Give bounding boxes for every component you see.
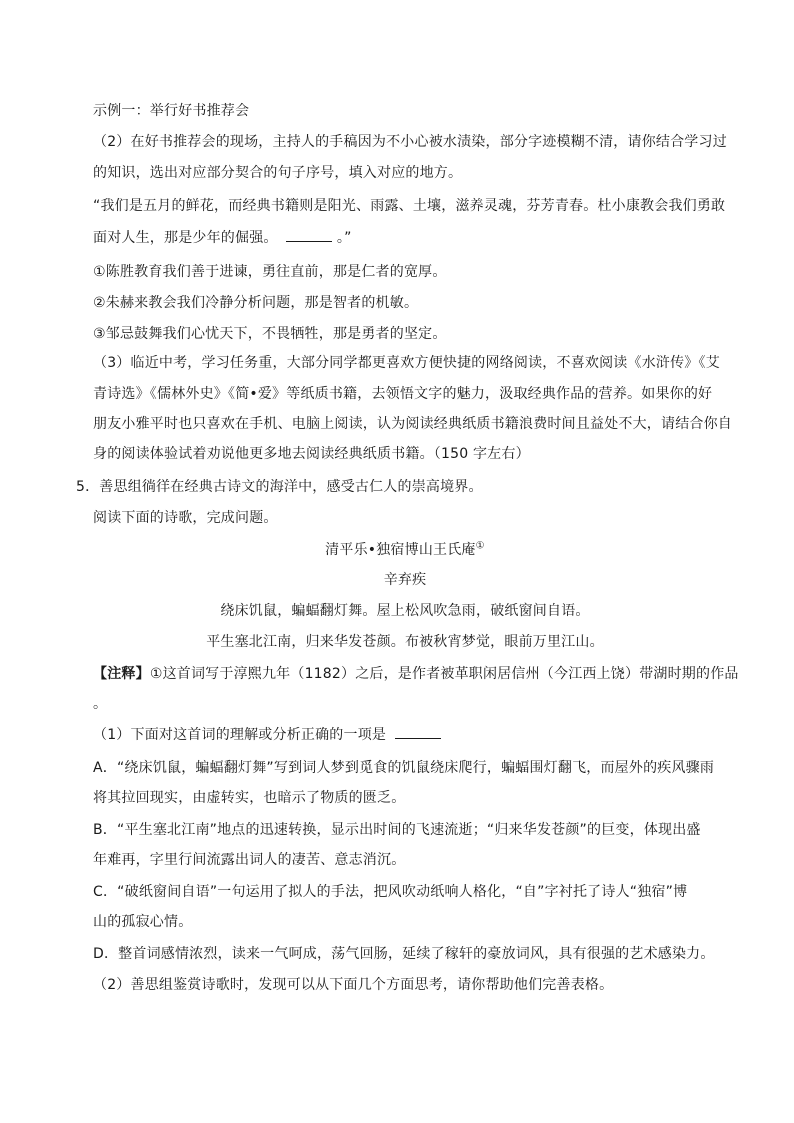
option-a-line-1: A．“绕床饥鼠，蝙蝠翻灯舞”写到词人梦到觅食的饥鼠绕床爬行，蝙蝠围灯翻飞，而屋外的疾风骤雨 xyxy=(93,760,715,776)
q3-line-4: 身的阅读体验试着劝说他更多地去阅读经典纸质书籍。（150 字左右） xyxy=(93,446,530,462)
q5-sub1 xyxy=(93,725,441,745)
q3-line-3: 朋友小雅平时也只喜欢在手机、电脑上阅读，认为阅读经典纸质书籍浪费时间且益处不大，请结合你自 xyxy=(93,416,732,432)
poem-line-1: 绕床饥鼠，蝙蝠翻灯舞。屋上松风吹急雨，破纸窗间自语。 xyxy=(220,603,590,619)
option-c-line-1: C．“破纸窗间自语”一句运用了拟人的手法，把风吹动纸响人格化，“自”字衬托了诗人“独宿”博 xyxy=(93,884,688,900)
q2-quote-text: 面对人生，那是少年的倔强。 xyxy=(93,230,278,246)
q2-line-2: 的知识，选出对应部分契合的句子序号，填入对应的地方。 xyxy=(93,165,463,181)
option-a-line-2: 将其拉回现实，由虚转实，也暗示了物质的匮乏。 xyxy=(93,790,406,806)
example-heading: 示例一：举行好书推荐会 xyxy=(93,103,250,119)
q5-intro: 阅读下面的诗歌，完成问题。 xyxy=(93,510,278,526)
q3-line-2: 青诗选》《儒林外史》《简•爱》等纸质书籍，去领悟文字的魅力，汲取经典作品的营养。如果你的好 xyxy=(93,386,713,402)
q2-quote-end: 。” xyxy=(336,230,352,246)
poem-note-text: ①这首词写于淳熙九年（1182）之后，是作者被革职闲居信州（今江西上饶）带湖时期的作品 xyxy=(149,666,739,682)
q2-option-2: ②朱赫来教会我们冷静分析问题，那是智者的机敏。 xyxy=(93,295,419,311)
q5-header: 5．善思组徜徉在经典古诗文的海洋中，感受古仁人的崇高境界。 xyxy=(76,479,483,495)
poem-note xyxy=(93,664,739,684)
poem-author: 辛弃疾 xyxy=(383,572,427,588)
poem-title xyxy=(93,540,717,560)
option-b-line-2: 年难再，字里行间流露出词人的凄苦、意志消沉。 xyxy=(93,852,406,868)
q3-line-1: （3）临近中考，学习任务重，大部分同学都更喜欢方便快捷的网络阅读，不喜欢阅读《水浒传》《艾 xyxy=(93,355,720,371)
poem-title-text: 清平乐•独宿博山王氏庵 xyxy=(325,542,476,558)
poem-title-footnote-mark: ① xyxy=(475,540,485,552)
q5-sub1-answer-blank[interactable] xyxy=(395,725,441,739)
q2-quote-line-1: “我们是五月的鲜花，而经典书籍则是阳光、雨露、土壤，滋养灵魂，芬芳青春。杜小康教会我们勇敢 xyxy=(93,198,726,214)
q2-option-3: ③邹忌鼓舞我们心忧天下，不畏牺牲，那是勇者的坚定。 xyxy=(93,326,447,342)
q5-sub1-text: （1）下面对这首词的理解或分析正确的一项是 xyxy=(93,727,387,743)
poem-note-end: 。 xyxy=(93,696,108,712)
option-c-line-2: 山的孤寂心情。 xyxy=(93,914,193,930)
q5-sub2: （2）善思组鉴赏诗歌时，发现可以从下面几个方面思考，请你帮助他们完善表格。 xyxy=(93,977,614,993)
option-b-line-1: B．“平生塞北江南”地点的迅速转换，显示出时间的飞速流逝；“归来华发苍颜”的巨变，体现出盛 xyxy=(93,822,701,838)
q2-option-1: ①陈胜教育我们善于进谏，勇往直前，那是仁者的宽厚。 xyxy=(93,264,447,280)
q2-line-1: （2）在好书推荐会的现场，主持人的手稿因为不小心被水渍染，部分字迹模糊不清，请你结合学习过 xyxy=(93,134,727,150)
option-d: D．整首词感情浓烈，读来一气呵成，荡气回肠，延续了稼轩的豪放词风，具有很强的艺术感染力。 xyxy=(93,946,715,962)
q2-quote-line-2 xyxy=(93,228,352,248)
poem-note-label: 【注释】 xyxy=(93,666,150,682)
poem-line-2: 平生塞北江南，归来华发苍颜。布被秋宵梦觉，眼前万里江山。 xyxy=(206,634,604,650)
q2-answer-blank[interactable] xyxy=(286,228,332,242)
